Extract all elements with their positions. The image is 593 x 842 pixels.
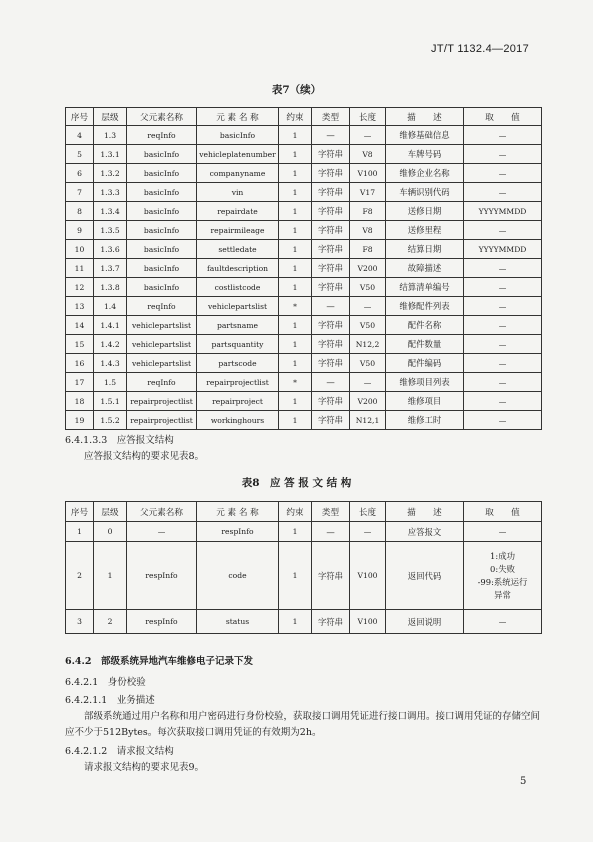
section-heading-6-4-2-1: 6.4.2.1 身份校验 [65,677,146,688]
table-cell: partscode [197,354,279,373]
table-cell: V50 [350,354,386,373]
table-cell: 17 [66,373,94,392]
table-row [66,202,542,221]
table-cell: 故障描述 [386,259,464,278]
section-text-6-4-2-1-2: 请求报文结构的要求见表9。 [84,762,205,773]
col-header: 父元素名称 [127,108,197,126]
section-heading-6-4-2-1-2: 6.4.2.1.2 请求报文结构 [65,746,174,757]
table-cell: 13 [66,297,94,316]
table-cell: F8 [350,202,386,221]
table-cell: 维修企业名称 [386,164,464,183]
table-cell: — [464,164,542,183]
table-row [66,164,542,183]
table-cell: — [312,297,350,316]
table-cell: status [197,610,279,634]
table-cell: 1 [279,542,312,610]
table-cell: 1 [279,164,312,183]
table-cell: companyname [197,164,279,183]
table-cell: 1.5.1 [94,392,127,411]
table8 [65,501,542,634]
col-header: 约束 [279,108,312,126]
table-cell: 3 [66,610,94,634]
table-cell: basicInfo [127,183,197,202]
table7 [65,107,542,430]
table-cell: 1.3.4 [94,202,127,221]
table-cell: 8 [66,202,94,221]
table-cell: code [197,542,279,610]
table-cell: 车辆识别代码 [386,183,464,202]
table-cell: YYYYMMDD [464,202,542,221]
col-header: 长度 [350,502,386,522]
table-cell: — [464,259,542,278]
table-cell: 字符串 [312,202,350,221]
table-cell: — [312,373,350,392]
table-cell: 1.3.8 [94,278,127,297]
table-cell: 配件名称 [386,316,464,335]
col-header: 类型 [312,502,350,522]
table-cell: 1 [279,221,312,240]
table-cell: respInfo [127,542,197,610]
table-row [66,373,542,392]
table-cell: 返回代码 [386,542,464,610]
table-cell: vehiclepartslist [197,297,279,316]
table-cell: 1 [279,610,312,634]
col-header: 父元素名称 [127,502,197,522]
table-cell: N12,2 [350,335,386,354]
table-cell: 送修日期 [386,202,464,221]
table-cell: 1 [279,126,312,145]
table-cell: 1 [279,183,312,202]
code-value-line: 0:失败 [490,563,515,574]
table-cell: 1.4.2 [94,335,127,354]
table-cell: reqInfo [127,297,197,316]
table-cell: faultdescription [197,259,279,278]
table-cell: 结算清单编号 [386,278,464,297]
table-row [66,278,542,297]
table-cell: 维修基础信息 [386,126,464,145]
table-row [66,183,542,202]
table-cell: N12,1 [350,411,386,430]
table-cell: 1.3.3 [94,183,127,202]
table-cell: 维修工时 [386,411,464,430]
table-cell: — [312,522,350,542]
table-row [66,240,542,259]
table-cell: 字符串 [312,354,350,373]
table-cell: V50 [350,316,386,335]
table-cell: V8 [350,145,386,164]
table-cell: 1 [279,259,312,278]
table-cell: F8 [350,240,386,259]
table-cell: — [464,278,542,297]
table-cell: 1.4.1 [94,316,127,335]
page-number: 5 [520,776,527,787]
table-row [66,145,542,164]
col-header: 序号 [66,502,94,522]
table-cell: 送修里程 [386,221,464,240]
col-header: 层级 [94,502,127,522]
table-cell: — [350,373,386,392]
table-cell: — [464,183,542,202]
table-cell: basicInfo [127,240,197,259]
col-header: 类型 [312,108,350,126]
table-cell: V100 [350,542,386,610]
table-row [66,335,542,354]
table-cell: 维修项目列表 [386,373,464,392]
table-cell: 1.3.5 [94,221,127,240]
table-cell: 19 [66,411,94,430]
table-cell: — [350,522,386,542]
table-cell: 字符串 [312,183,350,202]
table-cell: 11 [66,259,94,278]
table-cell: 1 [279,240,312,259]
col-header: 取 值 [464,502,542,522]
table-cell: * [279,373,312,392]
section-text-6-4-1-3-3: 应答报文结构的要求见表8。 [84,451,205,462]
table-cell: repairmileage [197,221,279,240]
table-cell: 1.3.7 [94,259,127,278]
table-cell: repairprojectlist [127,411,197,430]
table-cell: — [464,126,542,145]
table-cell: 12 [66,278,94,297]
table-row [66,221,542,240]
code-values-cell [464,542,542,610]
table-cell: basicInfo [127,278,197,297]
table-cell: vin [197,183,279,202]
table-cell: 字符串 [312,411,350,430]
table-cell: 字符串 [312,392,350,411]
table-cell: 7 [66,183,94,202]
table7-title: 表7（续） [271,84,322,96]
table-cell: — [464,411,542,430]
table8-title: 表8 应 答 报 文 结 构 [241,477,352,489]
table-cell: vehiclepartslist [127,354,197,373]
table-cell: vehicleplatenumber [197,145,279,164]
table-cell: 字符串 [312,145,350,164]
table-cell: 6 [66,164,94,183]
table-cell: — [464,392,542,411]
table-cell: 1.3.6 [94,240,127,259]
table-cell: repairprojectlist [197,373,279,392]
table-cell: repairdate [197,202,279,221]
table-cell: basicInfo [127,221,197,240]
col-header: 元 素 名 称 [197,108,279,126]
table-cell: 字符串 [312,316,350,335]
table-cell: 1.3.1 [94,145,127,164]
section-heading-6-4-2: 6.4.2 部级系统异地汽车维修电子记录下发 [65,656,253,667]
table-cell: 字符串 [312,610,350,634]
section-heading-6-4-1-3-3: 6.4.1.3.3 应答报文结构 [65,435,174,446]
table-cell: 1 [279,522,312,542]
table-cell: 1 [279,145,312,164]
table-cell: V200 [350,392,386,411]
table-cell: 1.5 [94,373,127,392]
table-cell: 维修配件列表 [386,297,464,316]
table-cell: 1 [66,522,94,542]
table-cell: 1.4 [94,297,127,316]
table-cell: 2 [66,542,94,610]
table-cell: partsquantity [197,335,279,354]
table-cell: V50 [350,278,386,297]
table-row [66,522,542,542]
table-cell: vehiclepartslist [127,316,197,335]
col-header: 取 值 [464,108,542,126]
table-row [66,392,542,411]
table-cell: — [464,221,542,240]
table-cell: respInfo [197,522,279,542]
table-cell: 1.5.2 [94,411,127,430]
table-cell: 1 [279,411,312,430]
table-cell: 15 [66,335,94,354]
table-row [66,259,542,278]
table-cell: — [350,297,386,316]
col-header: 描 述 [386,108,464,126]
table-cell: 应答报文 [386,522,464,542]
table-row [66,411,542,430]
table-cell: 1 [279,202,312,221]
table-cell: 1 [279,335,312,354]
table-cell: 5 [66,145,94,164]
table-cell: workinghours [197,411,279,430]
table-cell: 1 [279,316,312,335]
table-cell: 结算日期 [386,240,464,259]
table-cell: — [464,610,542,634]
table-cell: — [464,373,542,392]
col-header: 长度 [350,108,386,126]
table-row [66,297,542,316]
table-cell: 字符串 [312,335,350,354]
table-cell: 18 [66,392,94,411]
table-cell: reqInfo [127,126,197,145]
table-row [66,126,542,145]
table-cell: — [464,522,542,542]
table-row [66,316,542,335]
table-cell: basicInfo [127,202,197,221]
table-cell: — [464,145,542,164]
col-header: 层级 [94,108,127,126]
table-cell: 车牌号码 [386,145,464,164]
table-cell: 字符串 [312,240,350,259]
table-cell: — [312,126,350,145]
table-cell: 16 [66,354,94,373]
table-cell: settledate [197,240,279,259]
table-cell: 1.3.2 [94,164,127,183]
table-row [66,354,542,373]
table-cell: 10 [66,240,94,259]
table-cell: 1 [279,354,312,373]
table-cell: 字符串 [312,221,350,240]
table-row [66,542,542,610]
table-cell: V100 [350,164,386,183]
table-cell: — [350,126,386,145]
table-cell: reqInfo [127,373,197,392]
col-header: 描 述 [386,502,464,522]
code-value-line: 1:成功 [490,550,515,561]
table-cell: 1.4.3 [94,354,127,373]
col-header: 约束 [279,502,312,522]
table-cell: 2 [94,610,127,634]
table-cell: repairproject [197,392,279,411]
table7-header-row [66,108,542,126]
table-cell: vehiclepartslist [127,335,197,354]
table-cell: — [464,297,542,316]
table-cell: respInfo [127,610,197,634]
table-cell: 配件数量 [386,335,464,354]
table-cell: 字符串 [312,164,350,183]
table-cell: 1 [279,392,312,411]
table-cell: basicInfo [127,145,197,164]
table-cell: YYYYMMDD [464,240,542,259]
table-cell: V8 [350,221,386,240]
table-cell: 字符串 [312,542,350,610]
table-cell: 返回说明 [386,610,464,634]
table-cell: V200 [350,259,386,278]
table-cell: 1.3 [94,126,127,145]
table-cell: — [464,316,542,335]
table-cell: 1 [94,542,127,610]
section-text-6-4-2-1-1: 部级系统通过用户名称和用户密码进行身份校验，获取接口调用凭证进行接口调用。接口调用凭证的存储空间应不少于512Bytes。每次获取接口调用凭证的有效期为2h。 [65,711,541,738]
section-heading-6-4-2-1-1: 6.4.2.1.1 业务描述 [65,695,155,706]
table-cell: 字符串 [312,278,350,297]
table-cell: repairprojectlist [127,392,197,411]
table-cell: V100 [350,610,386,634]
col-header: 序号 [66,108,94,126]
table-cell: * [279,297,312,316]
table-cell: 14 [66,316,94,335]
table-cell: 0 [94,522,127,542]
table-row [66,610,542,634]
table-cell: partsname [197,316,279,335]
table-cell: 配件编码 [386,354,464,373]
table-cell: basicInfo [127,164,197,183]
table-cell: — [127,522,197,542]
table-cell: 9 [66,221,94,240]
table-cell: costlistcode [197,278,279,297]
table-cell: 4 [66,126,94,145]
standard-code: JT/T 1132.4—2017 [431,43,529,55]
table-cell: 1 [279,278,312,297]
table-cell: — [464,354,542,373]
col-header: 元 素 名 称 [197,502,279,522]
code-value-line: -99:系统运行 [477,576,528,587]
table-cell: 维修项目 [386,392,464,411]
table-cell: 字符串 [312,259,350,278]
table-cell: — [464,335,542,354]
table8-header-row [66,502,542,522]
table-cell: basicInfo [127,259,197,278]
table-cell: V17 [350,183,386,202]
table-cell: basicInfo [197,126,279,145]
code-value-line: 异常 [494,589,511,600]
